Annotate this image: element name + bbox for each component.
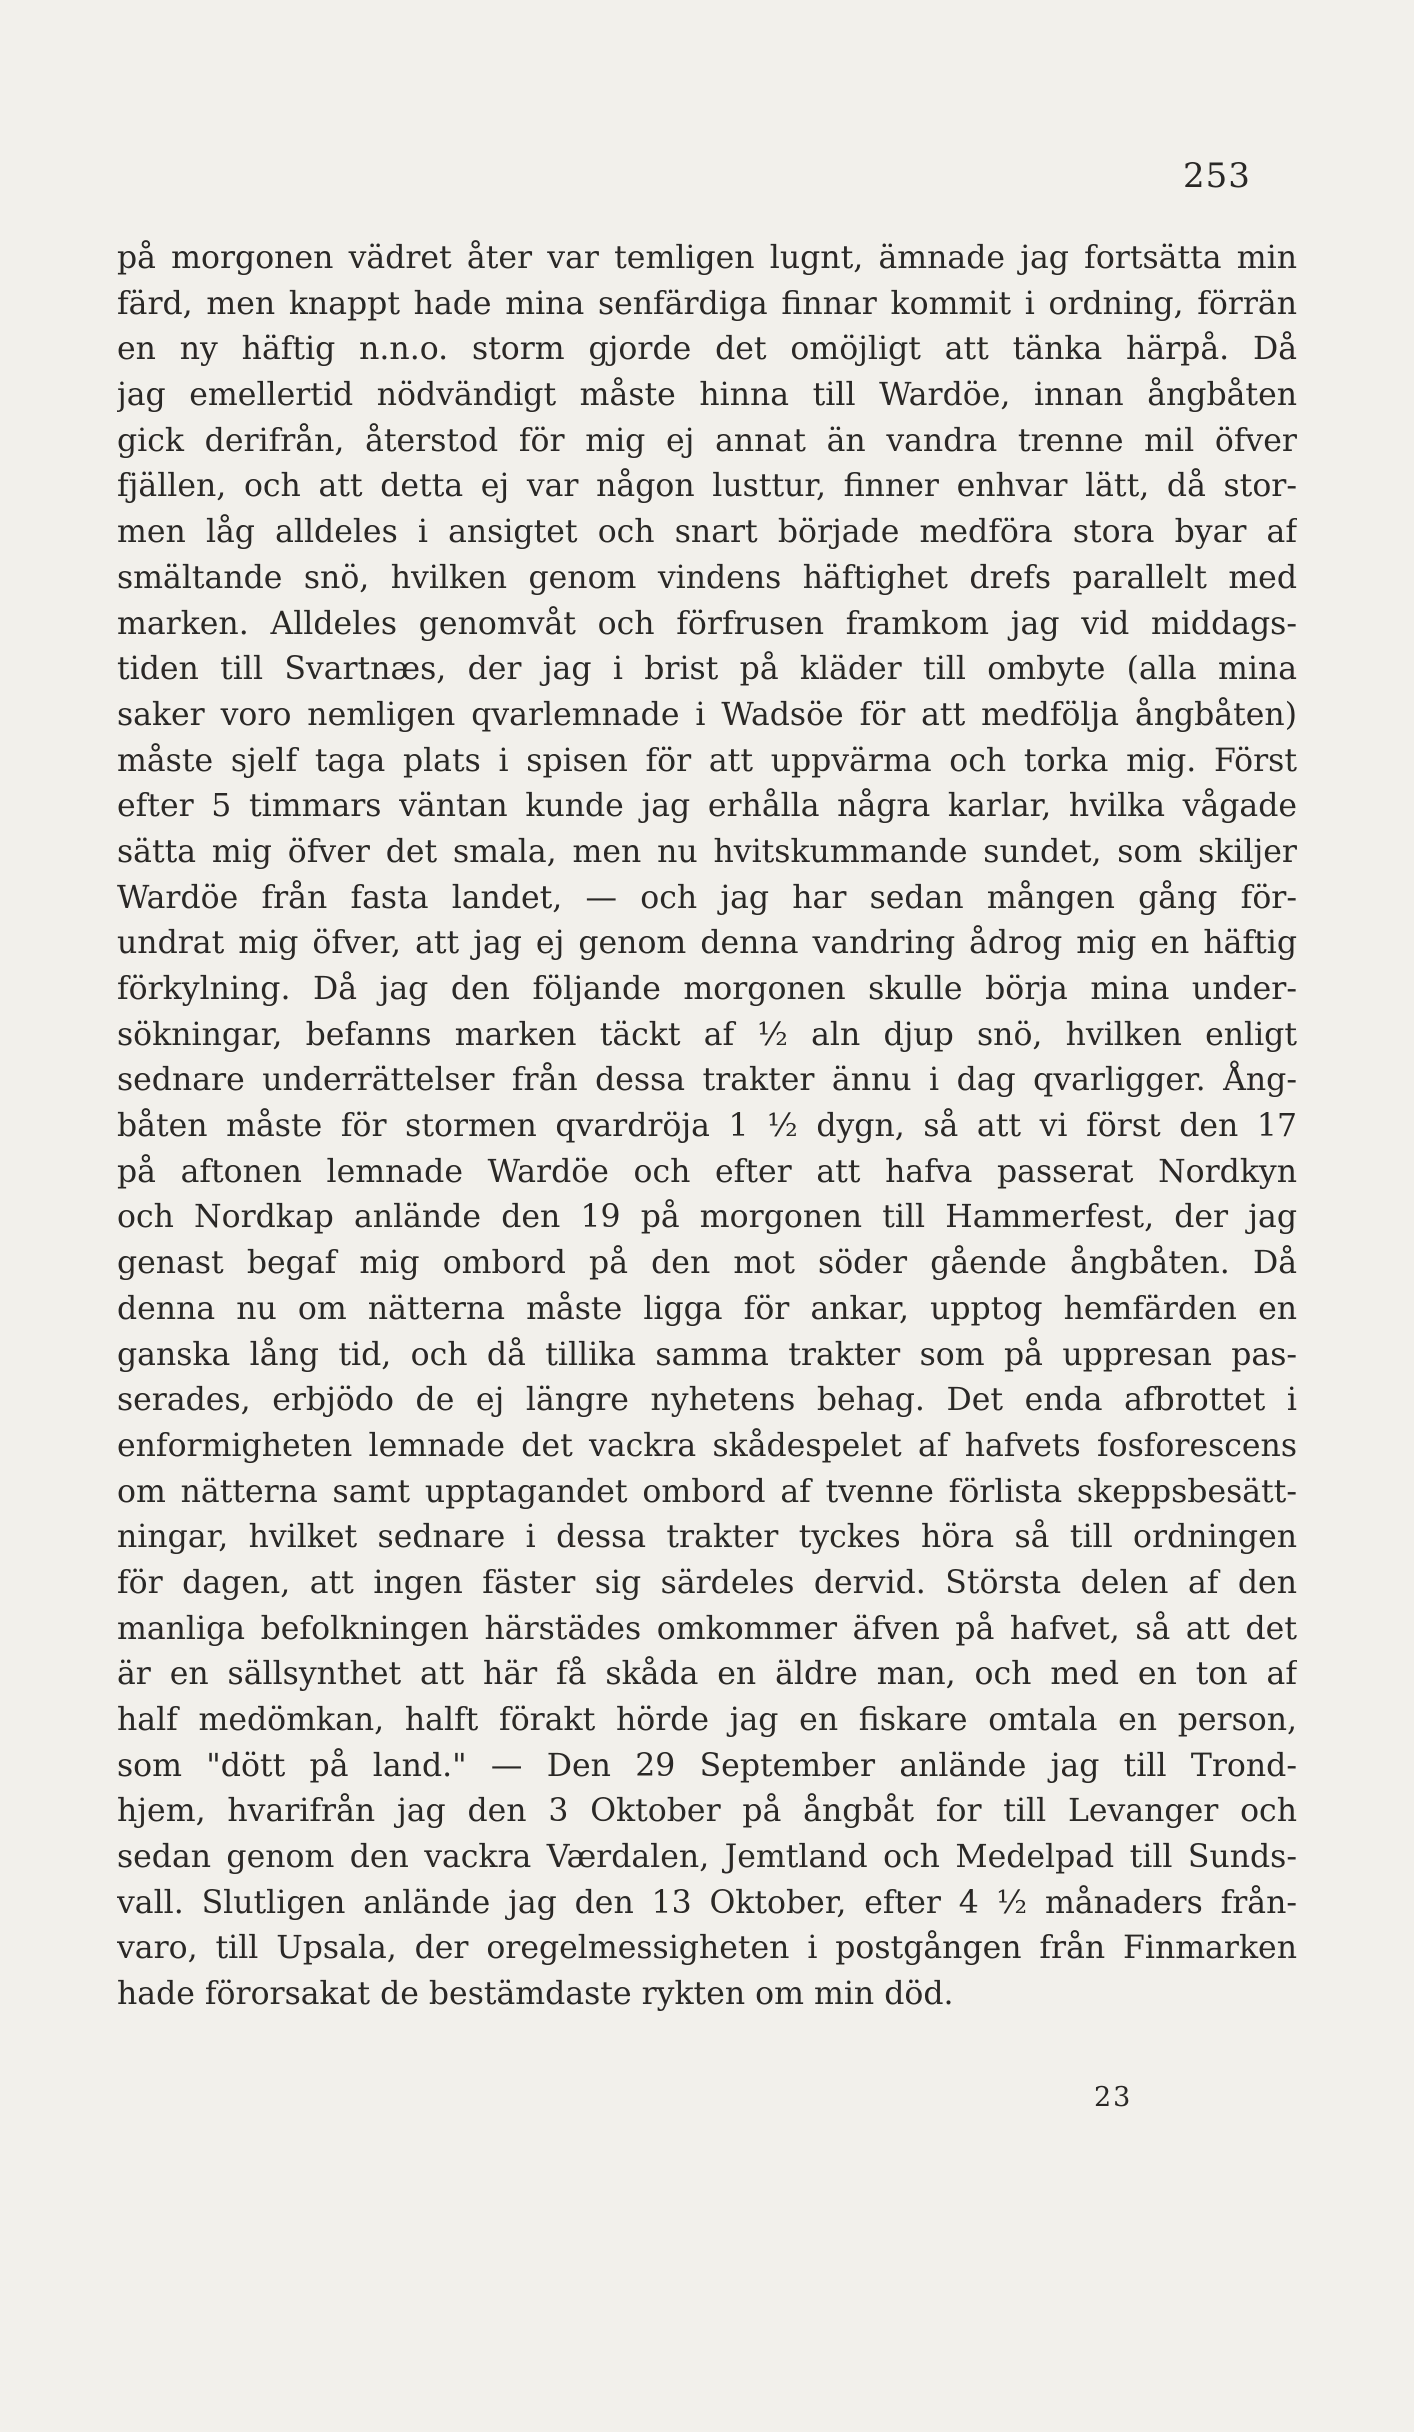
text-line: smältande snö, hvilken genom vindens häftighet drefs parallelt med — [117, 559, 1297, 596]
text-line: färd, men knappt hade mina senfärdiga finnar kommit i ordning, förrän — [117, 285, 1297, 322]
text-line: efter 5 timmars väntan kunde jag erhålla några karlar, hvilka vågade — [117, 788, 1297, 825]
text-line: gick derifrån, återstod för mig ej annat än vandra trenne mil öfver — [117, 422, 1297, 459]
text-line: varo, till Upsala, der oregelmessigheten i postgången från Finmarken — [117, 1930, 1297, 1967]
body-text — [117, 236, 1297, 2018]
text-line: sedan genom den vackra Værdalen, Jemtland och Medelpad till Sunds- — [117, 1839, 1297, 1876]
signature-mark: 23 — [1094, 2082, 1133, 2113]
text-line: är en sällsynthet att här få skåda en äldre man, och med en ton af — [117, 1656, 1297, 1693]
text-line: serades, erbjödo de ej längre nyhetens behag. Det enda afbrottet i — [117, 1382, 1297, 1419]
page-number: 253 — [1183, 156, 1251, 196]
text-line: ningar, hvilket sednare i dessa trakter tyckes höra så till ordningen — [117, 1519, 1297, 1556]
text-line: ganska lång tid, och då tillika samma trakter som på uppresan pas- — [117, 1336, 1297, 1373]
text-line: undrat mig öfver, att jag ej genom denna vandring ådrog mig en häftig — [117, 925, 1297, 962]
text-line: som "dött på land." — Den 29 September anlände jag till Trond- — [117, 1747, 1297, 1784]
text-line: en ny häftig n.n.o. storm gjorde det omöjligt att tänka härpå. Då — [117, 331, 1297, 368]
text-line: marken. Alldeles genomvåt och förfrusen framkom jag vid middags- — [117, 605, 1297, 642]
text-line: Wardöe från fasta landet, — och jag har sedan mången gång för- — [117, 879, 1297, 916]
text-line: jag emellertid nödvändigt måste hinna till Wardöe, innan ångbåten — [117, 377, 1297, 414]
text-line: tiden till Svartnæs, der jag i brist på kläder till ombyte (alla mina — [117, 651, 1297, 688]
text-line: och Nordkap anlände den 19 på morgonen till Hammerfest, der jag — [117, 1199, 1297, 1236]
text-line: hade förorsakat de bestämdaste rykten om min död. — [117, 1976, 954, 2013]
text-line: enformigheten lemnade det vackra skådespelet af hafvets fosforescens — [117, 1427, 1297, 1464]
text-line: genast begaf mig ombord på den mot söder gående ångbåten. Då — [117, 1245, 1297, 1282]
text-line: hjem, hvarifrån jag den 3 Oktober på ångbåt for till Levanger och — [117, 1793, 1297, 1830]
text-line: om nätterna samt upptagandet ombord af tvenne förlista skeppsbesätt- — [117, 1473, 1297, 1510]
text-line: på morgonen vädret åter var temligen lugnt, ämnade jag fortsätta min — [117, 240, 1297, 276]
text-line: denna nu om nätterna måste ligga för ankar, upptog hemfärden en — [117, 1290, 1297, 1327]
text-line: saker voro nemligen qvarlemnade i Wadsöe för att medfölja ångbåten) — [117, 696, 1297, 733]
text-line: vall. Slutligen anlände jag den 13 Oktober, efter 4 ½ månaders från- — [117, 1884, 1297, 1921]
text-line: sednare underrättelser från dessa trakter ännu i dag qvarligger. Ång- — [117, 1062, 1297, 1099]
text-line: på aftonen lemnade Wardöe och efter att hafva passerat Nordkyn — [117, 1153, 1297, 1190]
text-line: för dagen, att ingen fäster sig särdeles dervid. Största delen af den — [117, 1564, 1297, 1601]
text-line: måste sjelf taga plats i spisen för att uppvärma och torka mig. Först — [117, 742, 1297, 779]
text-line: sökningar, befanns marken täckt af ½ aln djup snö, hvilken enligt — [117, 1016, 1297, 1053]
text-line: manliga befolkningen härstädes omkommer äfven på hafvet, så att det — [117, 1610, 1297, 1647]
text-line: båten måste för stormen qvardröja 1 ½ dygn, så att vi först den 17 — [117, 1108, 1297, 1145]
text-line: fjällen, och att detta ej var någon lusttur, finner enhvar lätt, då stor- — [117, 468, 1297, 505]
text-line: förkylning. Då jag den följande morgonen skulle börja mina under- — [117, 971, 1297, 1007]
text-line: men låg alldeles i ansigtet och snart började medföra stora byar af — [117, 514, 1297, 551]
text-line: half medömkan, halft förakt hörde jag en fiskare omtala en person, — [117, 1702, 1297, 1738]
text-line: sätta mig öfver det smala, men nu hvitskummande sundet, som skiljer — [117, 833, 1297, 870]
